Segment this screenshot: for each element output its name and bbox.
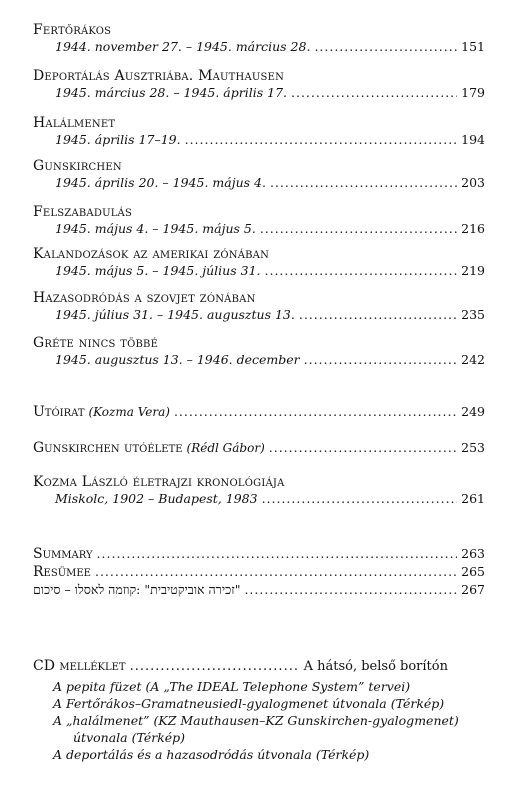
dot-leader xyxy=(185,132,458,148)
toc-entry-kalandozasok xyxy=(33,246,485,279)
dot-leader xyxy=(269,440,457,456)
toc-entry-deportalas xyxy=(33,68,485,101)
dot-leader xyxy=(265,263,458,279)
dot-leader xyxy=(291,85,457,101)
dot-leader xyxy=(304,352,458,368)
chapter-title: Utóirat xyxy=(33,404,85,420)
chapter-dates: 1945. július 31. – 1945. augusztus 13. xyxy=(55,307,295,322)
chapter-dates: 1945. március 28. – 1945. április 17. xyxy=(55,85,288,100)
chapter-dates: 1945. április 17–19. xyxy=(55,132,181,147)
chapter-title: Halálmenet xyxy=(33,115,116,131)
chapter-title: Felszabadulás xyxy=(33,204,133,220)
cd-item: A Fertőrákos–Gramatneusiedl-gyalogmenet útvonala (Térkép) xyxy=(53,696,445,711)
chapter-dates: 1944. november 27. – 1945. március 28. xyxy=(55,39,311,54)
page-number: 242 xyxy=(461,352,485,367)
dot-leader xyxy=(244,582,457,598)
page-number: 235 xyxy=(461,307,485,322)
cd-item: útvonala (Térkép) xyxy=(73,730,186,745)
toc-entry-kronologia xyxy=(33,474,485,507)
author-name: (Kozma Vera) xyxy=(88,405,170,419)
page-number: 261 xyxy=(461,491,485,506)
dot-leader xyxy=(270,175,457,191)
toc-entry-gunskirchen xyxy=(33,158,485,191)
toc-entry-hebrew-summary xyxy=(33,582,485,598)
toc-entry-grete xyxy=(33,335,485,368)
toc-entry-felszabadulas xyxy=(33,204,485,237)
chapter-title: CD melléklet xyxy=(33,658,126,674)
cd-item: A „halálmenet” (KZ Mauthausen–KZ Gunskirchen-gyalogmenet) xyxy=(53,713,459,728)
page-number: 263 xyxy=(461,546,485,561)
page-number: 179 xyxy=(461,85,485,100)
chapter-dates: 1945. május 4. – 1945. május 5. xyxy=(55,221,256,236)
chapter-title: Gréte nincs többé xyxy=(33,335,159,351)
page-number: 265 xyxy=(461,564,485,579)
dot-leader xyxy=(174,404,457,420)
toc-entry-fertorakos xyxy=(33,22,485,55)
toc-entry-gunskirchen-utoelete xyxy=(33,440,485,456)
cd-item-list xyxy=(53,678,493,763)
dot-leader xyxy=(95,564,457,580)
chapter-title: Summary xyxy=(33,546,93,562)
dot-leader xyxy=(314,39,457,55)
page-number: 249 xyxy=(461,404,485,419)
page-number: 151 xyxy=(461,39,485,54)
toc-entry-halalmenet xyxy=(33,115,485,148)
chapter-title: Kozma László életrajzi kronológiája xyxy=(33,474,285,490)
page-number: 216 xyxy=(461,221,485,236)
cd-location: A hátsó, belső borítón xyxy=(303,659,448,674)
author-name: (Rédl Gábor) xyxy=(186,441,265,455)
cd-item: A deportálás és a hazasodródás útvonala (Térkép) xyxy=(53,747,370,762)
chapter-dates: 1945. április 20. – 1945. május 4. xyxy=(55,175,266,190)
toc-entry-cd xyxy=(33,658,485,675)
page-number: 203 xyxy=(461,175,485,190)
chapter-dates: 1945. augusztus 13. – 1946. december xyxy=(55,352,300,367)
chapter-title: Gunskirchen utóélete xyxy=(33,440,183,456)
chapter-dates: 1945. május 5. – 1945. július 31. xyxy=(55,263,261,278)
toc-entry-utoirat xyxy=(33,404,485,420)
chapter-title: "זכירה אוביקטיבית" :קוזמה לאסלו – סיכום xyxy=(33,582,241,597)
toc-entry-hazasodrodas xyxy=(33,290,485,323)
chapter-title: Kalandozások az amerikai zónában xyxy=(33,246,270,262)
toc-entry-summary xyxy=(33,546,485,562)
toc-entry-resumee xyxy=(33,564,485,580)
page-number: 219 xyxy=(461,263,485,278)
chapter-subtitle: Miskolc, 1902 – Budapest, 1983 xyxy=(55,491,258,506)
chapter-title: Resümee xyxy=(33,564,91,580)
page-number: 267 xyxy=(461,582,485,597)
chapter-title: Hazasodródás a szovjet zónában xyxy=(33,290,256,306)
dot-leader xyxy=(260,221,457,237)
page-number: 253 xyxy=(461,440,485,455)
page-number: 194 xyxy=(461,132,485,147)
dot-leader xyxy=(97,546,458,562)
dot-leader xyxy=(299,307,457,323)
cd-item: A pepita füzet (A „The IDEAL Telephone System” tervei) xyxy=(53,679,411,694)
dot-leader xyxy=(130,659,300,675)
chapter-title: Fertőrákos xyxy=(33,22,112,38)
chapter-title: Deportálás Ausztriába. Mauthausen xyxy=(33,68,285,84)
chapter-title: Gunskirchen xyxy=(33,158,122,174)
dot-leader xyxy=(262,491,458,507)
